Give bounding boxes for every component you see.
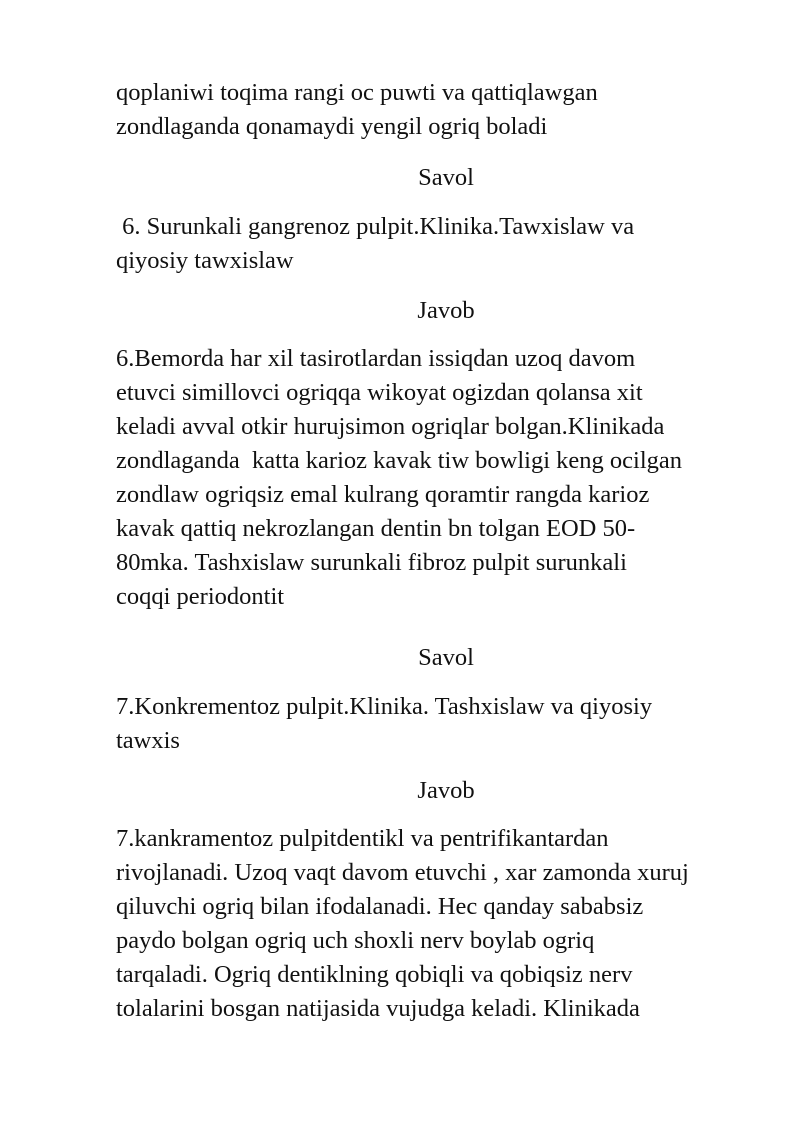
paragraph-line: qiyosiy tawxislaw <box>116 247 294 274</box>
paragraph-line: keladi avval otkir hurujsimon ogriqlar bolgan.Klinikada <box>116 413 665 440</box>
paragraph-line: kavak qattiq nekrozlangan dentin bn tolgan EOD 50- <box>116 515 636 542</box>
paragraph-line: 80mka. Tashxislaw surunkali fibroz pulpit surunkali <box>116 549 627 576</box>
paragraph-line: 7.kankramentoz pulpitdentikl va pentrifikantardan <box>116 825 609 852</box>
paragraph-line: zondlaw ogriqsiz emal kulrang qoramtir rangda karioz <box>116 481 650 508</box>
paragraph-line: qoplaniwi toqima rangi oc puwti va qattiqlawgan <box>116 79 598 106</box>
paragraph-line: qiluvchi ogriq bilan ifodalanadi. Hec qanday sababsiz <box>116 893 644 920</box>
section-heading: Savol <box>418 164 474 191</box>
paragraph-line: etuvci simillovci ogriqqa wikoyat ogizdan qolansa xit <box>116 379 643 406</box>
paragraph-line: tarqaladi. Ogriq dentiklning qobiqli va qobiqsiz nerv <box>116 961 633 988</box>
paragraph-line: coqqi periodontit <box>116 583 285 610</box>
paragraph-line: tolalarini bosgan natijasida vujudga keladi. Klinikada <box>116 995 640 1022</box>
section-heading: Savol <box>418 644 474 671</box>
paragraph-line: paydo bolgan ogriq uch shoxli nerv boylab ogriq <box>116 927 595 954</box>
paragraph-line: 6. Surunkali gangrenoz pulpit.Klinika.Tawxislaw va <box>116 213 635 240</box>
paragraph-line: rivojlanadi. Uzoq vaqt davom etuvchi , xar zamonda xuruj <box>116 859 689 886</box>
paragraph-line: 6.Bemorda har xil tasirotlardan issiqdan uzoq davom <box>116 345 636 372</box>
paragraph-line: 7.Konkrementoz pulpit.Klinika. Tashxislaw va qiyosiy <box>116 693 653 720</box>
paragraph-line: tawxis <box>116 727 180 754</box>
section-heading: Javob <box>417 297 475 324</box>
paragraph-line: zondlaganda katta karioz kavak tiw bowligi keng ocilgan <box>116 447 683 474</box>
paragraph-line: zondlaganda qonamaydi yengil ogriq boladi <box>116 113 548 140</box>
section-heading: Javob <box>417 777 475 804</box>
